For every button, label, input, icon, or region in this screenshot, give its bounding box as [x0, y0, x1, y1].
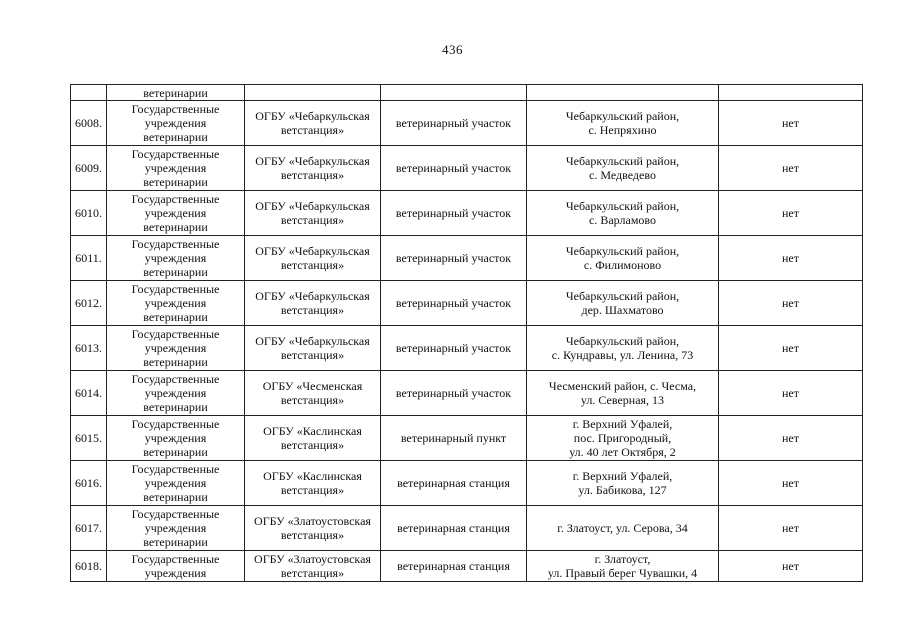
cell-type	[107, 101, 245, 146]
cell-kind: ветеринарный участок	[381, 236, 527, 281]
cell-flag: нет	[719, 281, 863, 326]
cell-flag: нет	[719, 506, 863, 551]
cell-type-line: Государственные	[131, 192, 220, 206]
cell-org-line: ОГБУ «Златоустовская	[254, 514, 371, 528]
table-row	[71, 326, 863, 371]
cell-kind: ветеринарная станция	[381, 551, 527, 582]
cell-org	[245, 85, 381, 101]
cell-org	[245, 461, 381, 506]
cell-type-line: ветеринарии	[143, 310, 208, 324]
cell-org-line: ветстанция»	[280, 393, 345, 407]
cell-num: 6016.	[71, 461, 107, 506]
cell-type	[107, 506, 245, 551]
cell-type-line: учреждения	[144, 521, 207, 535]
cell-address	[527, 191, 719, 236]
cell-flag: нет	[719, 371, 863, 416]
cell-org-line: ОГБУ «Чесменская	[262, 379, 363, 393]
cell-org	[245, 506, 381, 551]
cell-type-line: учреждения	[144, 206, 207, 220]
cell-flag: нет	[719, 461, 863, 506]
table-row	[71, 101, 863, 146]
table-row	[71, 281, 863, 326]
cell-address-line: Чебаркульский район,	[565, 199, 680, 213]
cell-type	[107, 461, 245, 506]
continued-row	[71, 85, 863, 101]
cell-org-line: ветстанция»	[280, 528, 345, 542]
cell-address-line: дер. Шахматово	[581, 303, 664, 317]
cell-address-line: г. Златоуст, ул. Серова, 34	[557, 521, 688, 535]
table-row	[71, 236, 863, 281]
cell-kind: ветеринарный участок	[381, 146, 527, 191]
table-row	[71, 416, 863, 461]
cell-flag: нет	[719, 191, 863, 236]
cell-type-line: Государственные	[131, 507, 220, 521]
cell-num	[71, 85, 107, 101]
cell-org-line: ОГБУ «Чебаркульская	[255, 154, 370, 168]
cell-type-line: учреждения	[144, 386, 207, 400]
cell-type-line: Государственные	[131, 237, 220, 251]
cell-address-line: с. Варламово	[589, 213, 656, 227]
cell-address-line: с. Непряхино	[588, 123, 657, 137]
cell-org-line: ОГБУ «Чебаркульская	[255, 199, 370, 213]
cell-org	[245, 146, 381, 191]
cell-org-line: ветстанция»	[280, 348, 345, 362]
cell-address-line: с. Медведево	[589, 168, 656, 182]
cell-type-line: ветеринарии	[143, 355, 208, 369]
cell-org	[245, 191, 381, 236]
cell-type	[107, 236, 245, 281]
cell-flag: нет	[719, 416, 863, 461]
cell-type-line: учреждения	[144, 566, 207, 580]
cell-num: 6009.	[71, 146, 107, 191]
cell-address-line: Чесменский район, с. Чесма,	[548, 379, 697, 393]
cell-org	[245, 281, 381, 326]
cell-type-line: Государственные	[131, 327, 220, 341]
page-number: 436	[442, 42, 463, 57]
table-row	[71, 551, 863, 582]
cell-org-line: ветстанция»	[280, 258, 345, 272]
cell-type	[107, 326, 245, 371]
cell-org-line: ветстанция»	[280, 566, 345, 580]
table-row	[71, 146, 863, 191]
cell-kind	[381, 85, 527, 101]
cell-address-line: г. Верхний Уфалей,	[572, 417, 673, 431]
cell-address	[527, 416, 719, 461]
cell-org-line: ОГБУ «Чебаркульская	[255, 334, 370, 348]
cell-type-line: Государственные	[131, 552, 220, 566]
cell-type-line: ветеринарии	[143, 265, 208, 279]
cell-address	[527, 506, 719, 551]
cell-address	[527, 236, 719, 281]
cell-num: 6010.	[71, 191, 107, 236]
cell-org-line: ОГБУ «Чебаркульская	[255, 109, 370, 123]
cell-type-line: ветеринарии	[143, 535, 208, 549]
cell-org	[245, 371, 381, 416]
cell-num: 6015.	[71, 416, 107, 461]
cell-kind: ветеринарная станция	[381, 461, 527, 506]
cell-type-line: ветеринарии	[143, 400, 208, 414]
cell-num: 6017.	[71, 506, 107, 551]
cell-kind: ветеринарный участок	[381, 371, 527, 416]
cell-type-line: Государственные	[131, 462, 220, 476]
cell-org-line: ОГБУ «Чебаркульская	[255, 244, 370, 258]
cell-num: 6011.	[71, 236, 107, 281]
cell-num: 6014.	[71, 371, 107, 416]
cell-flag: нет	[719, 146, 863, 191]
cell-type-line: учреждения	[144, 116, 207, 130]
cell-address	[527, 281, 719, 326]
cell-type	[107, 281, 245, 326]
cell-type-line: учреждения	[144, 476, 207, 490]
cell-org-line: ветстанция»	[280, 483, 345, 497]
cell-type-line: ветеринарии	[143, 175, 208, 189]
cell-address	[527, 551, 719, 582]
cell-address-line: Чебаркульский район,	[565, 109, 680, 123]
cell-type-line: ветеринарии	[143, 490, 208, 504]
table-row	[71, 371, 863, 416]
cell-org	[245, 236, 381, 281]
cell-type	[107, 551, 245, 582]
cell-org-line: ветстанция»	[280, 123, 345, 137]
cell-address	[527, 371, 719, 416]
cell-type-line: учреждения	[144, 341, 207, 355]
cell-org	[245, 326, 381, 371]
cell-type	[107, 416, 245, 461]
cell-type-line: ветеринарии	[143, 445, 208, 459]
cell-address	[527, 146, 719, 191]
cell-type: ветеринарии	[107, 85, 245, 101]
cell-org-line: ОГБУ «Каслинская	[263, 469, 362, 483]
cell-num: 6013.	[71, 326, 107, 371]
cell-type-line: Государственные	[131, 372, 220, 386]
cell-type	[107, 371, 245, 416]
cell-kind: ветеринарный участок	[381, 191, 527, 236]
cell-type-line: учреждения	[144, 161, 207, 175]
cell-type-line: Государственные	[131, 102, 220, 116]
cell-address-line: ул. 40 лет Октября, 2	[569, 445, 676, 459]
cell-kind: ветеринарный пункт	[381, 416, 527, 461]
cell-address-line: г. Златоуст,	[594, 552, 651, 566]
cell-flag: нет	[719, 236, 863, 281]
cell-type-line: учреждения	[144, 431, 207, 445]
cell-org-line: ОГБУ «Чебаркульская	[255, 289, 370, 303]
table-row	[71, 506, 863, 551]
cell-org-line: ОГБУ «Каслинская	[263, 424, 362, 438]
cell-address-line: с. Филимоново	[583, 258, 662, 272]
cell-org	[245, 416, 381, 461]
cell-address-line: с. Кундравы, ул. Ленина, 73	[551, 348, 694, 362]
cell-address-line: Чебаркульский район,	[565, 289, 680, 303]
cell-address-line: ул. Бабикова, 127	[578, 483, 667, 497]
cell-address	[527, 85, 719, 101]
cell-type-line: ветеринарии	[143, 220, 208, 234]
cell-type	[107, 191, 245, 236]
cell-kind: ветеринарный участок	[381, 101, 527, 146]
cell-org	[245, 551, 381, 582]
cell-type-line: учреждения	[144, 251, 207, 265]
cell-org-line: ветстанция»	[280, 438, 345, 452]
cell-org	[245, 101, 381, 146]
cell-address	[527, 101, 719, 146]
registry-table-body	[71, 85, 863, 582]
cell-type-line: ветеринарии	[143, 130, 208, 144]
cell-org-line: ветстанция»	[280, 168, 345, 182]
cell-flag: нет	[719, 326, 863, 371]
cell-flag: нет	[719, 101, 863, 146]
cell-type-line: Государственные	[131, 282, 220, 296]
cell-flag	[719, 85, 863, 101]
cell-address-line: ул. Правый берег Чувашки, 4	[547, 566, 698, 580]
cell-type	[107, 146, 245, 191]
cell-org-line: ОГБУ «Златоустовская	[254, 552, 371, 566]
cell-address-line: Чебаркульский район,	[565, 154, 680, 168]
cell-address-line: Чебаркульский район,	[565, 244, 680, 258]
cell-num: 6018.	[71, 551, 107, 582]
cell-address-line: г. Верхний Уфалей,	[572, 469, 673, 483]
cell-kind: ветеринарный участок	[381, 326, 527, 371]
cell-address-line: пос. Пригородный,	[573, 431, 672, 445]
cell-org-line: ветстанция»	[280, 213, 345, 227]
cell-address	[527, 461, 719, 506]
cell-address-line: Чебаркульский район,	[565, 334, 680, 348]
cell-num: 6008.	[71, 101, 107, 146]
table-row	[71, 461, 863, 506]
cell-type-line: Государственные	[131, 417, 220, 431]
cell-org-line: ветстанция»	[280, 303, 345, 317]
registry-table	[70, 84, 863, 582]
table-row	[71, 191, 863, 236]
cell-type-line: учреждения	[144, 296, 207, 310]
cell-address-line: ул. Северная, 13	[580, 393, 665, 407]
cell-type-line: Государственные	[131, 147, 220, 161]
cell-kind: ветеринарный участок	[381, 281, 527, 326]
cell-num: 6012.	[71, 281, 107, 326]
cell-kind: ветеринарная станция	[381, 506, 527, 551]
cell-flag: нет	[719, 551, 863, 582]
cell-address	[527, 326, 719, 371]
